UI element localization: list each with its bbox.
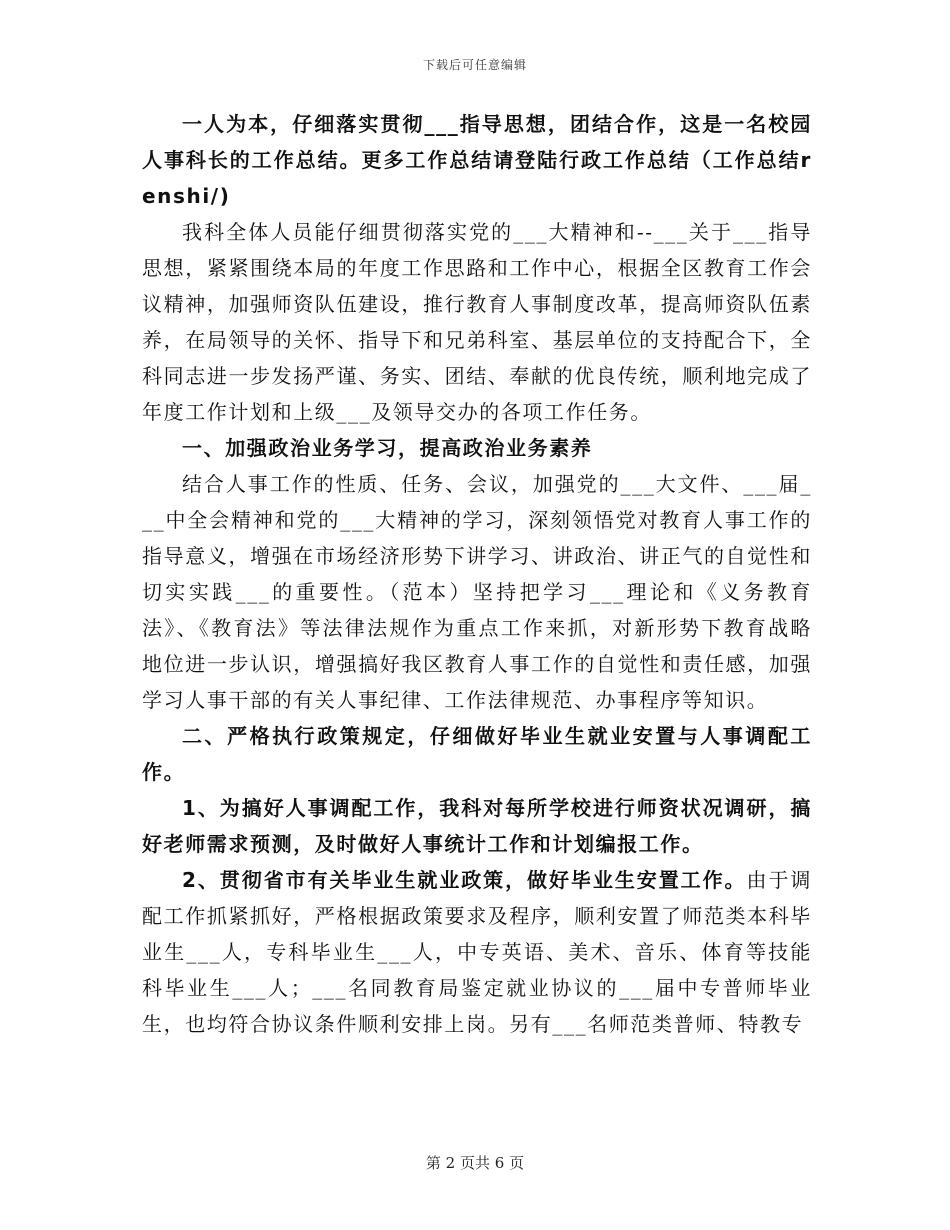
- section-1-paragraph: 结合人事工作的性质、任务、会议，加强党的___大文件、___届___中全会精神和党的___大精神的学习，深刻领悟党对教育人事工作的指导意义，增强在市场经济形势下讲学习、讲政治、讲正气的自觉性和切实实践___的重要性。（范本）坚持把学习___理论和《义务教育法》、《教育法》等法律法规作为重点工作来抓，对新形势下教育战略地位进一步认识，增强搞好我区教育人事工作的自觉性和责任感，加强学习人事干部的有关人事纪律、工作法律规范、办事程序等知识。: [142, 472, 812, 712]
- page-header: 下载后可任意编辑: [422, 58, 527, 72]
- section-2-item-2-text: 由于调配工作抓紧抓好，严格根据政策要求及程序，顺利安置了师范类本科毕业生___人，专科毕业生___人，中专英语、美术、音乐、体育等技能科毕业生___人；___名同教育局鉴定就业协议的___届中专普师毕业生，也均符合协议条件顺利安排上岗。另有___名师范类普师、特教专: [142, 868, 812, 1036]
- section-2-heading: 二、严格执行政策规定，仔细做好毕业生就业安置与人事调配工作。: [142, 724, 812, 784]
- document-body: [142, 106, 812, 1042]
- intro-paragraph: 一人为本，仔细落实贯彻___指导思想，团结合作，这是一名校园人事科长的工作总结。更多工作总结请登陆行政工作总结（工作总结renshi/): [142, 112, 812, 208]
- section-1-heading: 一、加强政治业务学习，提高政治业务素养: [182, 436, 593, 460]
- section-2-item-1: 1、为搞好人事调配工作，我科对每所学校进行师资状况调研，搞好老师需求预测，及时做好人事统计工作和计划编报工作。: [142, 796, 812, 856]
- section-2-item-2-lead: 2、贯彻省市有关毕业生就业政策，做好毕业生安置工作。: [182, 868, 747, 892]
- summary-paragraph: 我科全体人员能仔细贯彻落实党的___大精神和--___关于___指导思想，紧紧围绕本局的年度工作思路和工作中心，根据全区教育工作会议精神，加强师资队伍建设，推行教育人事制度改革，提高师资队伍素养，在局领导的关怀、指导下和兄弟科室、基层单位的支持配合下，全科同志进一步发扬严谨、务实、团结、奉献的优良传统，顺利地完成了年度工作计划和上级___及领导交办的各项工作任务。: [142, 220, 812, 424]
- page-footer: 第 2 页共 6 页: [425, 1154, 525, 1172]
- section-2-item-2: [142, 862, 812, 1042]
